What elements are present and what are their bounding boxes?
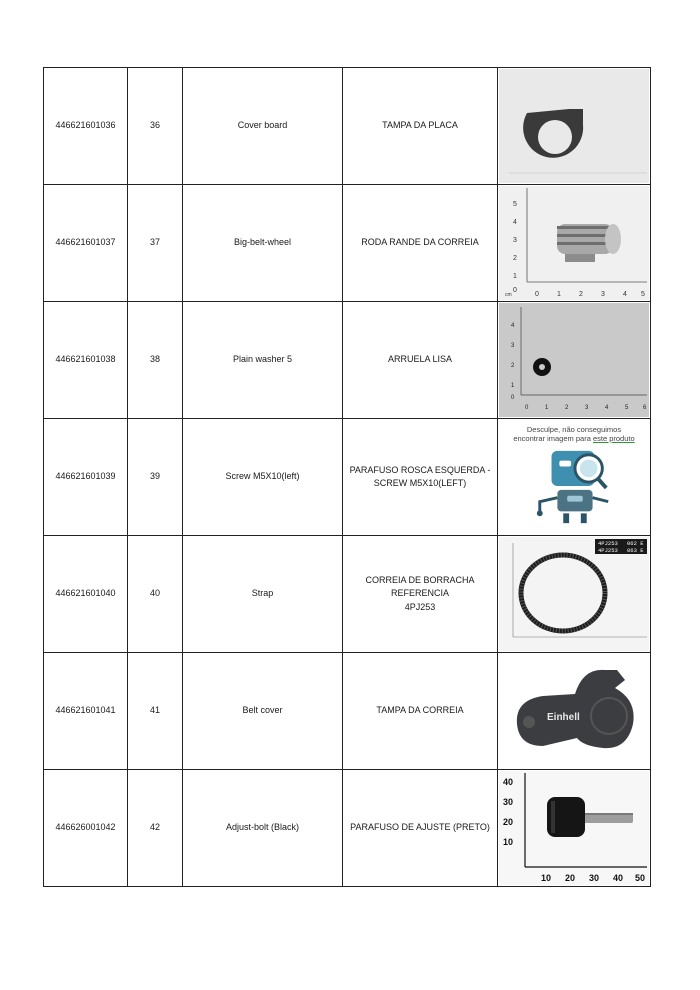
table-row — [44, 770, 651, 887]
part-name-en: Big-belt-wheel — [183, 185, 343, 302]
part-name-en: Belt cover — [183, 653, 343, 770]
svg-text:6: 6 — [643, 405, 647, 411]
svg-text:4: 4 — [605, 405, 609, 411]
svg-text:10: 10 — [541, 873, 552, 883]
part-name-pt: TAMPA DA CORREIA — [343, 653, 498, 770]
part-name-pt: PARAFUSO DE AJUSTE (PRETO) — [343, 770, 498, 887]
part-name-pt: ARRUELA LISA — [343, 302, 498, 419]
svg-text:5: 5 — [641, 291, 645, 298]
svg-text:4: 4 — [623, 291, 627, 298]
part-name-pt — [343, 419, 498, 536]
part-name-en: Strap — [183, 536, 343, 653]
svg-text:40: 40 — [503, 777, 514, 787]
svg-text:4: 4 — [513, 219, 517, 226]
belt-strap-photo — [499, 537, 649, 651]
part-position: 38 — [128, 302, 183, 419]
table-row — [44, 185, 651, 302]
table-row — [44, 536, 651, 653]
washer-photo — [499, 303, 649, 417]
part-position: 36 — [128, 68, 183, 185]
part-name-en: Cover board — [183, 68, 343, 185]
svg-text:4PJ253: 4PJ253 — [598, 547, 618, 554]
svg-text:2: 2 — [579, 291, 583, 298]
svg-text:0: 0 — [525, 405, 529, 411]
part-name-en: Screw M5X10(left) — [183, 419, 343, 536]
part-name-pt-line: SCREW M5X10(LEFT) — [373, 478, 467, 488]
part-code: 446621601038 — [44, 302, 128, 419]
svg-text:3: 3 — [601, 291, 605, 298]
part-code: 446621601039 — [44, 419, 128, 536]
svg-text:2: 2 — [511, 363, 515, 369]
part-position: 42 — [128, 770, 183, 887]
svg-text:3: 3 — [585, 405, 589, 411]
svg-text:1: 1 — [557, 291, 561, 298]
table-row — [44, 68, 651, 185]
adjust-bolt-photo — [499, 771, 649, 885]
svg-text:20: 20 — [503, 817, 514, 827]
table-row — [44, 302, 651, 419]
svg-text:Einhell: Einhell — [547, 712, 580, 723]
svg-text:5: 5 — [513, 201, 517, 208]
part-code: 446621601036 — [44, 68, 128, 185]
part-position: 41 — [128, 653, 183, 770]
part-name-pt: TAMPA DA PLACA — [343, 68, 498, 185]
svg-text:062 E: 062 E — [627, 540, 644, 547]
svg-text:1: 1 — [545, 405, 549, 411]
svg-text:3: 3 — [513, 237, 517, 244]
svg-text:2: 2 — [513, 255, 517, 262]
svg-text:cm: cm — [505, 292, 512, 298]
svg-text:50: 50 — [635, 873, 646, 883]
svg-text:20: 20 — [565, 873, 576, 883]
belt-cover-photo — [499, 654, 649, 768]
svg-text:0: 0 — [535, 291, 539, 298]
cover-board-photo — [499, 69, 649, 183]
part-name-pt-line: CORREIA DE BORRACHA REFERENCIA — [365, 575, 475, 599]
part-name-pt — [343, 536, 498, 653]
part-name-pt: RODA RANDE DA CORREIA — [343, 185, 498, 302]
svg-text:2: 2 — [565, 405, 569, 411]
part-code: 446621601040 — [44, 536, 128, 653]
table-row — [44, 653, 651, 770]
no-image-robot-icon — [499, 443, 649, 529]
part-name-en: Plain washer 5 — [183, 302, 343, 419]
svg-text:4PJ253: 4PJ253 — [598, 540, 618, 547]
svg-text:5: 5 — [625, 405, 629, 411]
no-image-message: Desculpe, não conseguimos encontrar imagem para este produto — [513, 424, 635, 443]
part-code: 446621601037 — [44, 185, 128, 302]
part-position: 37 — [128, 185, 183, 302]
svg-text:0: 0 — [511, 395, 515, 401]
svg-text:40: 40 — [613, 873, 624, 883]
part-code: 446621601041 — [44, 653, 128, 770]
table-row — [44, 419, 651, 536]
svg-text:10: 10 — [503, 837, 514, 847]
part-name-en: Adjust-bolt (Black) — [183, 770, 343, 887]
svg-text:4: 4 — [511, 323, 515, 329]
part-position: 39 — [128, 419, 183, 536]
part-name-pt-line: PARAFUSO ROSCA ESQUERDA - — [349, 464, 491, 475]
svg-text:1: 1 — [513, 273, 517, 280]
svg-text:30: 30 — [589, 873, 600, 883]
parts-table — [43, 67, 651, 887]
svg-text:30: 30 — [503, 797, 514, 807]
part-code: 446626001042 — [44, 770, 128, 887]
svg-text:063 E: 063 E — [627, 547, 644, 554]
belt-wheel-photo — [499, 186, 649, 300]
svg-text:3: 3 — [511, 343, 515, 349]
svg-text:0: 0 — [513, 287, 517, 294]
svg-text:1: 1 — [511, 383, 515, 389]
part-name-pt-line: 4PJ253 — [404, 601, 436, 612]
part-position: 40 — [128, 536, 183, 653]
